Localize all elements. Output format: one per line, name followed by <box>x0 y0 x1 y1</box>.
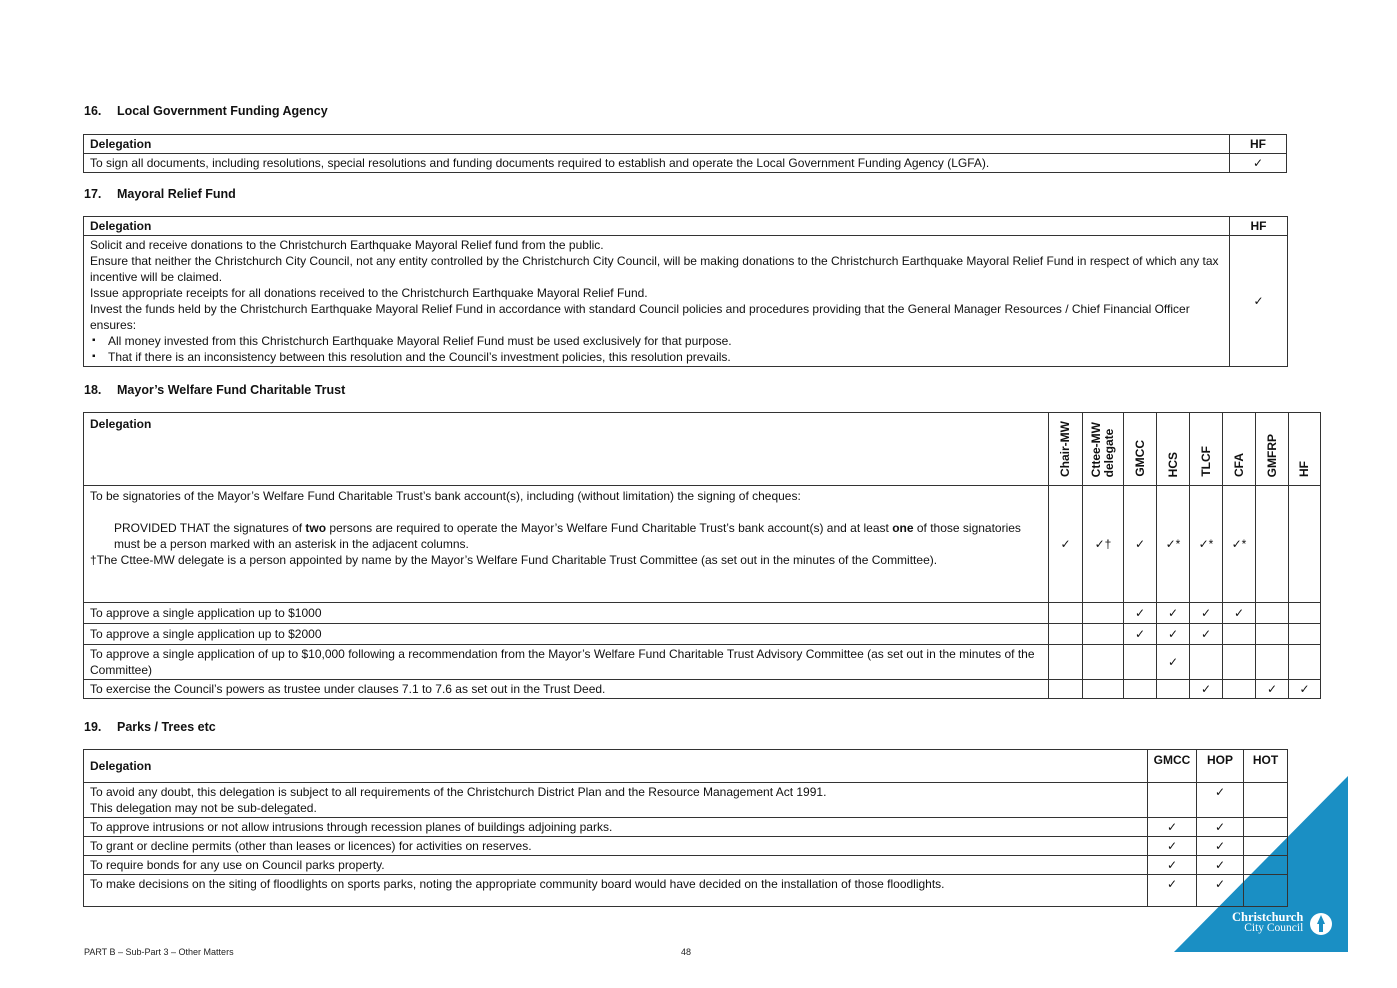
col-label: Cttee-MW delegate <box>1089 421 1116 477</box>
delegation-text: To approve a single application up to $1000 <box>84 603 1049 624</box>
col-label: GMFRP <box>1264 433 1279 477</box>
col-label: Chair-MW <box>1058 421 1072 477</box>
section-title: Parks / Trees etc <box>117 720 216 734</box>
check-mark: ✓ <box>1124 486 1157 603</box>
check-mark <box>1124 645 1157 680</box>
table-welfare-fund <box>83 412 1321 699</box>
table-row <box>84 624 1321 645</box>
delegation-header: Delegation <box>84 413 1049 486</box>
delegation-line: Ensure that neither the Christchurch City Council, not any entity controlled by the Christchurch City Council, will be making donations to the Christchurch Earthquake Mayoral Relief Fund in respect of which any tax incentive will be claimed. <box>90 254 1219 284</box>
cathedral-icon <box>1309 912 1333 936</box>
check-mark <box>1049 624 1083 645</box>
table-row <box>84 603 1321 624</box>
check-mark <box>1256 624 1289 645</box>
check-mark: ✓ <box>1190 680 1223 699</box>
logo-line-1: Christchurch <box>1232 910 1304 924</box>
col-header-hf <box>1289 413 1321 486</box>
section-title: Mayor’s Welfare Fund Charitable Trust <box>117 383 346 397</box>
check-mark: ✓ <box>1049 486 1083 603</box>
col-header-tlcf <box>1190 413 1223 486</box>
check-mark: ✓ <box>1148 856 1197 875</box>
check-mark <box>1256 603 1289 624</box>
section-title: Local Government Funding Agency <box>117 104 328 118</box>
col-label: HF <box>1297 461 1311 477</box>
table-parks <box>83 749 1288 907</box>
section-number: 16. <box>84 104 102 118</box>
check-mark <box>1244 837 1288 856</box>
col-header-hf: HF <box>1230 135 1287 154</box>
table-row <box>84 680 1321 699</box>
check-mark: ✓* <box>1157 486 1190 603</box>
check-mark: ✓* <box>1190 486 1223 603</box>
section-number: 17. <box>84 187 102 201</box>
check-mark: ✓ <box>1197 837 1244 856</box>
section-title: Mayoral Relief Fund <box>117 187 236 201</box>
check-mark <box>1223 624 1256 645</box>
council-logo <box>1232 912 1303 934</box>
table-mayoral-relief <box>83 216 1288 367</box>
col-header-hcs <box>1157 413 1190 486</box>
col-header-cttee-mw <box>1083 413 1124 486</box>
col-header-cfa <box>1223 413 1256 486</box>
section-18-heading <box>84 383 345 397</box>
col-header-hf: HF <box>1230 217 1288 236</box>
check-mark <box>1223 645 1256 680</box>
bullet-item: ▪ That if there is an inconsistency between this resolution and the Council’s investment policies, this resolution prevails. <box>90 349 1223 365</box>
col-header-chair-mw <box>1049 413 1083 486</box>
delegation-text: To make decisions on the siting of floodlights on sports parks, noting the appropriate community board would have decided on the installation of those floodlights. <box>84 875 1148 907</box>
table-row <box>84 875 1288 907</box>
delegation-header: Delegation <box>84 217 1230 236</box>
proviso-text: PROVIDED THAT the signatures of two persons are required to operate the Mayor’s Welfare Fund Charitable Trust’s bank account(s) and at least one of those signatories must be a person marked with an asterisk in the adjacent columns. <box>114 521 1021 551</box>
check-mark <box>1244 875 1288 907</box>
table-row <box>84 818 1288 837</box>
check-mark <box>1289 486 1321 603</box>
col-header-gmfrp <box>1256 413 1289 486</box>
check-mark <box>1244 818 1288 837</box>
delegation-line: Solicit and receive donations to the Christchurch Earthquake Mayoral Relief fund from the public. <box>90 238 604 252</box>
check-mark <box>1083 680 1124 699</box>
delegation-text: To sign all documents, including resolutions, special resolutions and funding documents required to establish and operate the Local Government Funding Agency (LGFA). <box>84 154 1230 173</box>
delegation-line: Issue appropriate receipts for all donations received to the Christchurch Earthquake Mayoral Relief Fund. <box>90 286 648 300</box>
check-mark <box>1049 603 1083 624</box>
delegation-line: This delegation may not be sub-delegated. <box>90 801 317 815</box>
check-mark: ✓† <box>1083 486 1124 603</box>
table-row <box>84 154 1287 173</box>
check-mark <box>1083 645 1124 680</box>
delegation-text: To require bonds for any use on Council parks property. <box>84 856 1148 875</box>
section-16-heading <box>84 104 328 118</box>
check-mark: ✓ <box>1157 645 1190 680</box>
table-row <box>84 837 1288 856</box>
check-mark <box>1049 680 1083 699</box>
check-mark: ✓ <box>1157 624 1190 645</box>
check-mark: ✓ <box>1148 837 1197 856</box>
check-mark <box>1256 645 1289 680</box>
check-mark <box>1083 603 1124 624</box>
bullet-item: ▪ All money invested from this Christchurch Earthquake Mayoral Relief Fund must be used exclusively for that purpose. <box>90 333 1223 349</box>
check-mark <box>1244 856 1288 875</box>
delegation-header: Delegation <box>84 750 1148 783</box>
section-19-heading <box>84 720 216 734</box>
section-number: 19. <box>84 720 102 734</box>
delegation-text: To approve intrusions or not allow intrusions through recession planes of buildings adjoining parks. <box>84 818 1148 837</box>
delegation-line: Invest the funds held by the Christchurch Earthquake Mayoral Relief Fund in accordance with standard Council policies and procedures providing that the General Manager Resources / Chief Financial Officer ensures: <box>90 302 1190 332</box>
check-mark: ✓ <box>1124 603 1157 624</box>
check-mark <box>1244 783 1288 818</box>
check-mark <box>1190 645 1223 680</box>
check-mark: ✓ <box>1256 680 1289 699</box>
check-mark: ✓ <box>1223 603 1256 624</box>
check-mark <box>1289 603 1321 624</box>
col-header-gmcc: GMCC <box>1148 750 1197 783</box>
delegation-text: To approve a single application up to $2000 <box>84 624 1049 645</box>
col-label: TLCF <box>1198 446 1213 477</box>
check-mark: ✓ <box>1197 783 1244 818</box>
delegation-header: Delegation <box>84 135 1230 154</box>
table-row <box>84 645 1321 680</box>
check-mark: ✓ <box>1157 603 1190 624</box>
check-mark <box>1157 680 1190 699</box>
col-header-gmcc <box>1124 413 1157 486</box>
page-number: 48 <box>681 947 692 957</box>
check-mark <box>1083 624 1124 645</box>
check-mark: ✓ <box>1124 624 1157 645</box>
table-row <box>84 486 1321 603</box>
footer-section-label: PART B – Sub-Part 3 – Other Matters <box>84 947 234 957</box>
check-mark: ✓ <box>1197 875 1244 907</box>
check-mark <box>1049 645 1083 680</box>
check-mark <box>1124 680 1157 699</box>
check-mark: ✓ <box>1230 236 1288 367</box>
check-mark <box>1223 680 1256 699</box>
delegation-line: To be signatories of the Mayor’s Welfare Fund Charitable Trust’s bank account(s), including (without limitation) the signing of cheques: <box>90 489 801 503</box>
check-mark: ✓ <box>1289 680 1321 699</box>
check-mark: ✓ <box>1148 875 1197 907</box>
table-lgfa <box>83 134 1287 173</box>
delegation-line: To avoid any doubt, this delegation is subject to all requirements of the Christchurch District Plan and the Resource Management Act 1991. <box>90 785 827 799</box>
section-17-heading <box>84 187 236 201</box>
col-header-hot: HOT <box>1244 750 1288 783</box>
delegation-text: To grant or decline permits (other than leases or licences) for activities on reserves. <box>84 837 1148 856</box>
check-mark: ✓ <box>1190 603 1223 624</box>
delegation-text: To exercise the Council’s powers as trustee under clauses 7.1 to 7.6 as set out in the Trust Deed. <box>84 680 1049 699</box>
check-mark: ✓* <box>1223 486 1256 603</box>
col-label: CFA <box>1231 453 1246 477</box>
table-row <box>84 236 1288 367</box>
col-label: HCS <box>1165 451 1180 477</box>
logo-line-2: City Council <box>1244 922 1304 934</box>
check-mark <box>1256 486 1289 603</box>
section-number: 18. <box>84 383 102 397</box>
check-mark <box>1289 624 1321 645</box>
check-mark: ✓ <box>1197 818 1244 837</box>
col-header-hop: HOP <box>1197 750 1244 783</box>
check-mark <box>1148 783 1197 818</box>
table-row <box>84 783 1288 818</box>
check-mark: ✓ <box>1190 624 1223 645</box>
check-mark: ✓ <box>1148 818 1197 837</box>
footnote: †The Cttee-MW delegate is a person appointed by name by the Mayor’s Welfare Fund Charitable Trust Committee (as set out in the minutes of the Committee). <box>90 553 938 567</box>
table-row <box>84 856 1288 875</box>
delegation-text: To approve a single application of up to $10,000 following a recommendation from the Mayor’s Welfare Fund Charitable Trust Advisory Committee (as set out in the minutes of the Committee) <box>84 645 1049 680</box>
check-mark: ✓ <box>1197 856 1244 875</box>
check-mark: ✓ <box>1230 154 1287 173</box>
check-mark <box>1289 645 1321 680</box>
col-label: GMCC <box>1132 440 1147 477</box>
